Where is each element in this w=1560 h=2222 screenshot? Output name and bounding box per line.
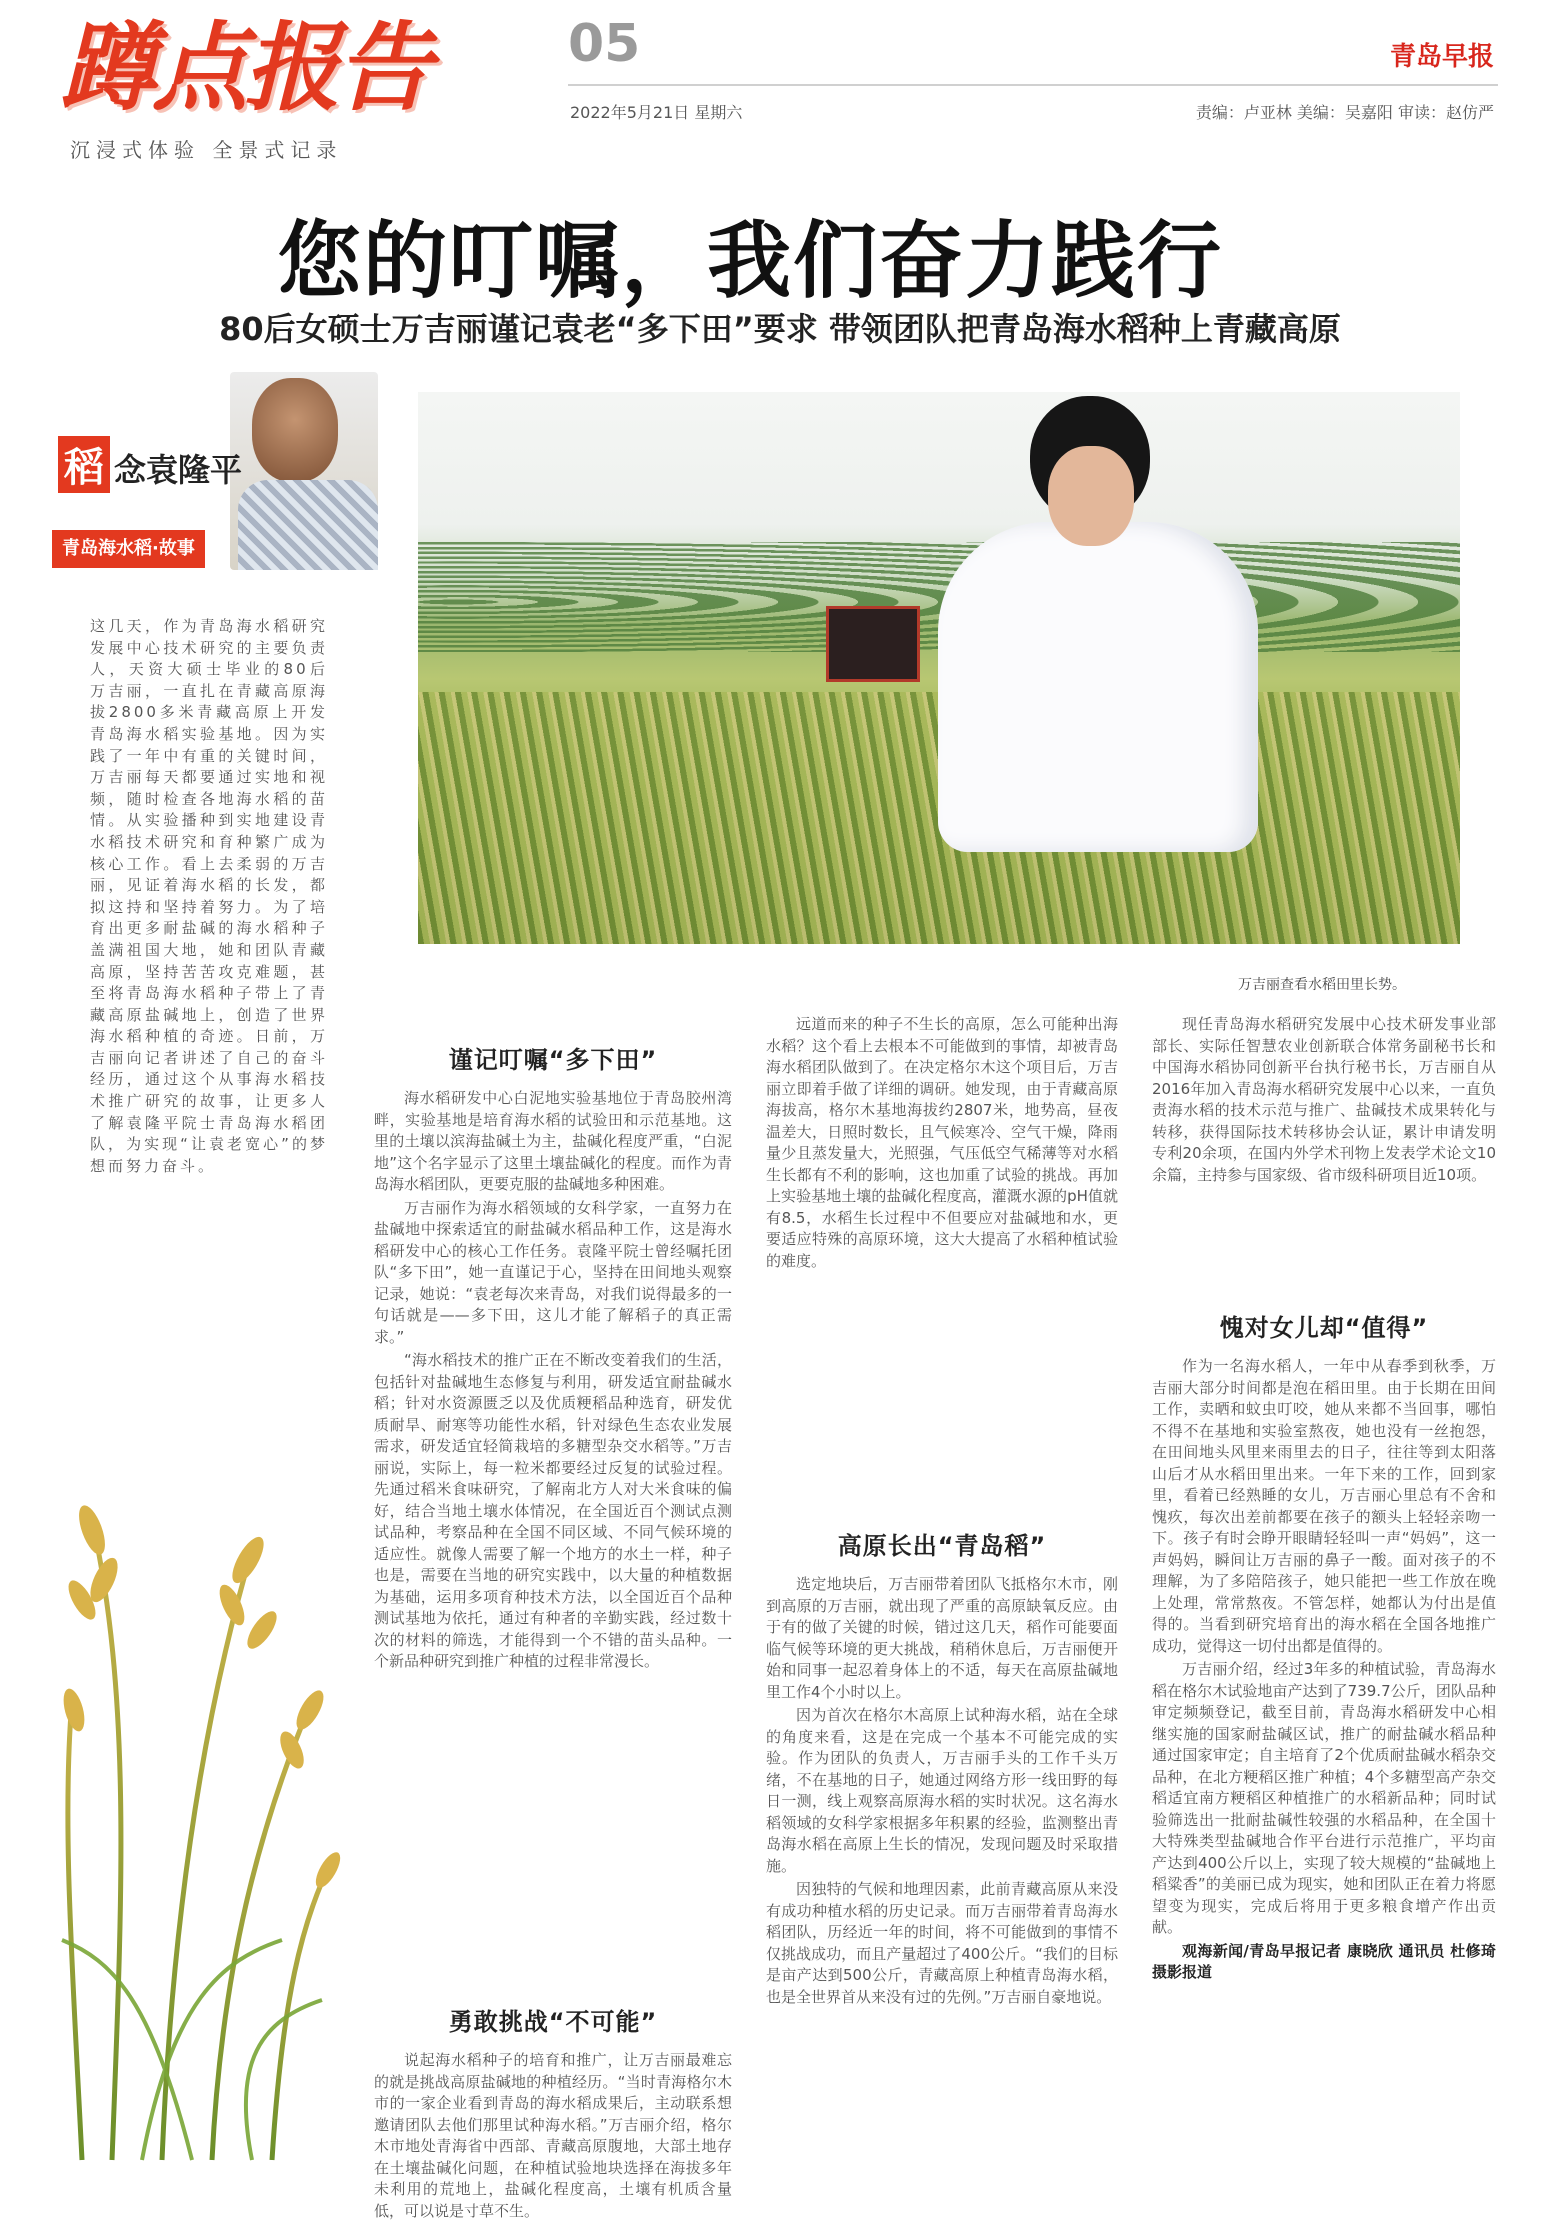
section-title-2: 勇敢挑战“不可能” <box>448 2008 658 2036</box>
page-number: 05 <box>568 14 641 74</box>
body-paragraph: “海水稻技术的推广正在不断改变着我们的生活，包括针对盐碱地生态修复与利用，研发适宜耐盐碱水稻；针对水资源匮乏以及优质粳稻品种选育，研发优质耐旱、耐寒等功能性水稻，针对绿色生态农业发展需求，研发适宜轻简栽培的多糖型杂交水稻等。”万吉丽说，实际上，每一粒米都要经过反复的试验过程。先通过稻米食味研究，了解南北方人对大米食味的偏好，结合当地土壤水体情况，在全国近百个测试点测试品种，考察品种在全国不同区域、不同气候环境的适应性。就像人需要了解一个地方的水土一样，种子也是，需要在当地的研究实践中，以大量的种植数据为基础，运用多项育种技术方法，以全国近百个品种测试基地为依托，通过有种者的辛勤实践，经过数十次的材料的筛选，才能得到一个不错的苗头品种。一个新品种研究到推广种植的过程非常漫长。 <box>374 1351 732 1670</box>
masthead-logo <box>60 8 520 128</box>
photo-caption: 万吉丽查看水稻田里长势。 <box>1238 977 1406 993</box>
header-divider <box>568 84 1498 86</box>
editor-credits: 责编：卢亚林 美编：吴嘉阳 审读：赵仿严 <box>1195 103 1494 122</box>
issue-date: 2022年5月21日 星期六 <box>570 103 743 122</box>
column-title <box>58 436 242 493</box>
body-paragraph: 作为一名海水稻人，一年中从春季到秋季，万吉丽大部分时间都是泡在稻田里。由于长期在田间工作，卖晒和蚊虫叮咬，她从来都不当回事，哪怕不得不在基地和实验室熬夜，她也没有一丝抱怨，在田间地头风里来雨里去的日子，往往等到太阳落山后才从水稻田里出来。一年下来的工作，回到家里，看着已经熟睡的女儿，万吉丽心里总有不舍和愧疚，每次出差前都要在孩子的额头上轻轻亲吻一下。孩子有时会睁开眼睛轻轻叫一声“妈妈”，这一声妈妈，瞬间让万吉丽的鼻子一酸。面对孩子的不理解，为了多陪陪孩子，她只能把一些工作放在晚上处理，常常熬夜。不管怎样，她都认为付出是值得的。当看到研究培育出的海水稻在全国各地推广成功，觉得这一切付出都是值得的。 <box>1152 1357 1496 1655</box>
section-title-1: 谨记叮嘱“多下田” <box>448 1046 658 1074</box>
headline: 您的叮嘱，我们奋力践行 <box>276 212 1223 310</box>
body-paragraph: 现任青岛海水稻研究发展中心技术研发事业部部长、实际任智慧农业创新联合体常务副秘书长和中国海水稻协同创新平台执行秘书长，万吉丽自从2016年加入青岛海水稻研究发展中心以来，一直负责海水稻的技术示范与推广、盐碱技术成果转化与转移，获得国际技术转移协会认证，累计申请发明专利20余项，在国内外学术刊物上发表学术论文10余篇，主持参与国家级、省市级科研项目近10项。 <box>1152 1015 1496 1184</box>
subheadline: 80后女硕士万吉丽谨记袁老“多下田”要求 带领团队把青岛海水稻种上青藏高原 <box>219 310 1341 348</box>
masthead-tagline: 沉浸式体验 全景式记录 <box>70 138 343 162</box>
photo-scientist-face <box>1048 446 1134 546</box>
body-paragraph: 远道而来的种子不生长的高原，怎么可能种出海水稻？这个看上去根本不可能做到的事情，却被青岛海水稻团队做到了。在决定格尔木这个项目后，万吉丽立即着手做了详细的调研。她发现，由于青藏高原海拔高，格尔木基地海拔约2807米，地势高，昼夜温差大，日照时数长，且气候寒冷、空气干燥，降雨量少且蒸发量大，光照强，气压低空气稀薄等对水稻生长都有不利的影响，这也加重了试验的挑战。再加上实验基地土壤的盐碱化程度高，灌溉水源的pH值就有8.5，水稻生长过程中不但要应对盐碱地和水，更要适应特殊的高原环境，这大大提高了水稻种植试验的难度。 <box>766 1015 1118 1270</box>
newspaper-logo: 青岛早报 <box>1389 42 1494 72</box>
section-4-body <box>1152 1356 1496 1986</box>
body-paragraph: 万吉丽作为海水稻领域的女科学家，一直努力在盐碱地中探索适宜的耐盐碱水稻品种工作，这是海水稻研发中心的核心工作任务。袁隆平院士曾经嘱托团队“多下田”，她一直谨记于心，坚持在田间地头观察记录，她说：“袁老每次来青岛，对我们说得最多的一句话就是——多下田，这儿才能了解稻子的真正需求。” <box>374 1198 732 1346</box>
body-paragraph: 海水稻研发中心白泥地实验基地位于青岛胶州湾畔，实验基地是培育海水稻的试验田和示范基地。这里的土壤以滨海盐碱土为主，盐碱化程度严重，“白泥地”这个名字显示了这里土壤盐碱化的程度。而作为青岛海水稻团队，更要克服的盐碱地多种困难。 <box>374 1089 732 1193</box>
body-paragraph: 万吉丽介绍，经过3年多的种植试验，青岛海水稻在格尔木试验地亩产达到了739.7公斤，团队品种审定频频登记，截至目前，青岛海水稻研发中心相继实施的国家耐盐碱区试，推广的耐盐碱水稻品种通过国家审定；自主培育了2个优质耐盐碱水稻杂交品种，在北方粳稻区推广种植；4个多糖型高产杂交稻适宜南方粳稻区种植推广的水稻新品种；同时试验筛选出一批耐盐碱性较强的水稻品种，在全国十大特殊类型盐碱地合作平台进行示范推广，平均亩产达到400公斤以上，实现了较大规模的“盐碱地上稻粱香”的美丽已成为现实，她和团队正在着力将愿望变为现实，完成后将用于更多粮食增产作出贡献。 <box>1152 1660 1496 1936</box>
portrait-photo <box>252 378 338 482</box>
section-2-body <box>766 1014 1118 1274</box>
column-title-char: 稻 <box>58 436 110 493</box>
photo-sign <box>826 606 920 682</box>
section-title-4: 愧对女儿却“值得” <box>1219 1314 1429 1342</box>
section-1-body <box>374 1088 732 1675</box>
rice-plant-illustration <box>52 1400 342 2160</box>
column-series-label: 青岛海水稻·故事 <box>52 530 205 568</box>
portrait-shirt <box>238 480 378 570</box>
section-3-body <box>766 1574 1118 2010</box>
column-title-text: 念袁隆平 <box>114 451 243 489</box>
body-paragraph: 因独特的气候和地理因素，此前青藏高原从来没有成功种植水稻的历史记录。而万吉丽带着青岛海水稻团队，历经近一年的时间，将不可能做到的事情不仅挑战成功，而且产量超过了400公斤。“我们的目标是亩产达到500公斤，青藏高原上种植青岛海水稻，也是全世界首从来没有过的先例。”万吉丽自豪地说。 <box>766 1880 1118 2006</box>
body-paragraph: 因为首次在格尔木高原上试种海水稻，站在全球的角度来看，这是在完成一个基本不可能完成的实验。作为团队的负责人，万吉丽手头的工作千头万绪，不在基地的日子，她通过网络方形一线田野的每日一测，线上观察高原海水稻的实时状况。这名海水稻领域的女科学家根据多年积累的经验，监测整出青岛海水稻在高原上生长的情况，发现问题及时采取措施。 <box>766 1706 1118 1875</box>
section-3-body-continued <box>1152 1014 1496 1188</box>
main-photo <box>418 392 1460 944</box>
body-paragraph: 选定地块后，万吉丽带着团队飞抵格尔木市，刚到高原的万吉丽，就出现了严重的高原缺氧反应。由于有的做了关键的时候，错过这几天，稻作可能要面临气候等环境的更大挑战，稍稍休息后，万吉丽便开始和同事一起忍着身体上的不适，每天在高原盐碱地里工作4个小时以上。 <box>766 1575 1118 1701</box>
section-2-body-start <box>374 2050 732 2220</box>
photo-scientist-coat <box>938 522 1258 852</box>
section-title-3: 高原长出“青岛稻” <box>837 1532 1047 1560</box>
lede-paragraph: 这几天，作为青岛海水稻研究发展中心技术研究的主要负责人，天资大硕士毕业的80后万吉丽，一直扎在青藏高原海拔2800多米青藏高原上开发青岛海水稻实验基地。因为实践了一年中有重的关键时间，万吉丽每天都要通过实地和视频，随时检查各地海水稻的苗情。从实验播种到实地建设青水稻技术研究和育种繁广成为核心工作。看上去柔弱的万吉丽，见证着海水稻的长发，都拟这持和坚持着努力。为了培育出更多耐盐碱的海水稻种子盖满祖国大地，她和团队青藏高原，坚持苦苦攻克难题，甚至将青岛海水稻种子带上了青藏高原盐碱地上，创造了世界海水稻种植的奇迹。日前，万吉丽向记者讲述了自己的奋斗经历，通过这个从事海水稻技术推广研究的故事，让更多人了解袁隆平院士青岛海水稻团队，为实现“让袁老宽心”的梦想而努力奋斗。 <box>90 617 328 1175</box>
body-paragraph: 说起海水稻种子的培育和推广，让万吉丽最难忘的就是挑战高原盐碱地的种植经历。“当时青海格尔木市的一家企业看到青岛的海水稻成果后，主动联系想邀请团队去他们那里试种海水稻。”万吉丽介绍，格尔木市地处青海省中西部、青藏高原腹地，大部土地存在土壤盐碱化问题，在种植试验地块选择在海拔多年未利用的荒地上，盐碱化程度高，土壤有机质含量低，可以说是寸草不生。 <box>374 2051 732 2220</box>
masthead-title: 蹲点报告 <box>60 12 428 124</box>
article-byline: 观海新闻/青岛早报记者 康晓欣 通讯员 杜修琦 摄影报道 <box>1152 1941 1496 1981</box>
